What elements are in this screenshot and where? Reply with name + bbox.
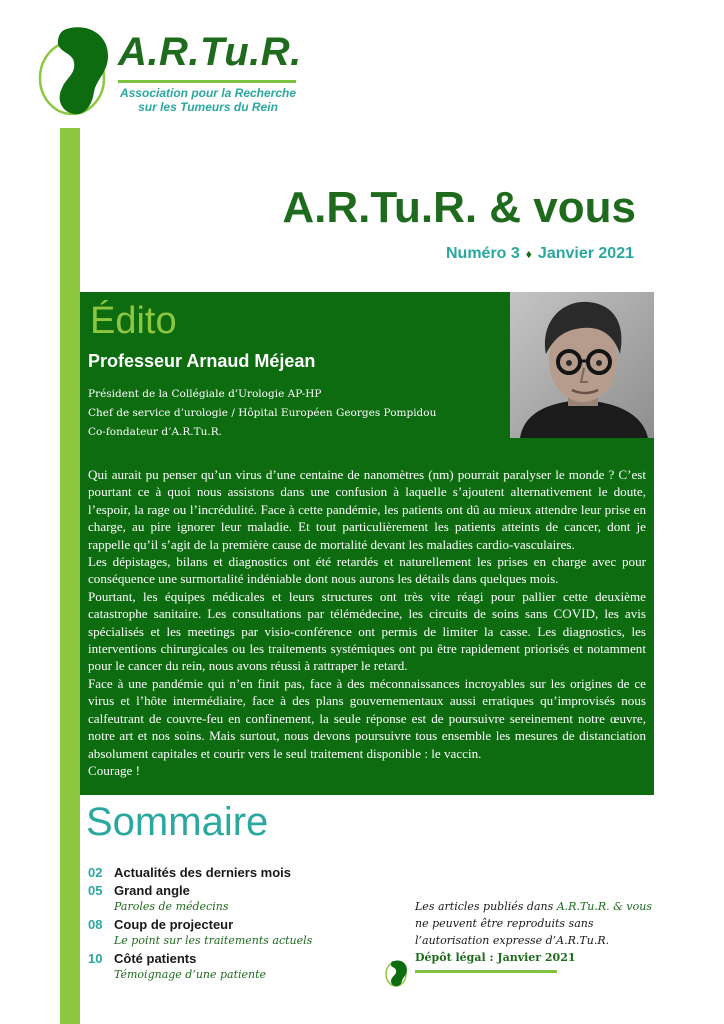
author-role: Président de la Collégiale d’Urologie AP-HP [88, 388, 322, 400]
toc-subtitle: Témoignage d’une patiente [114, 968, 267, 981]
author-role: Co-fondateur d’A.R.Tu.R. [88, 426, 222, 438]
toc-item[interactable] [88, 917, 408, 951]
toc-page-number: 05 [88, 883, 103, 898]
note-publication-name: A.R.Tu.R. & vous [556, 900, 653, 913]
edito-paragraph: Pourtant, les équipes médicales et leurs structures ont très vite réagi pour pallier cette deuxième catastrophe sanitaire. Les consultations par télémédecine, les circuits de soins sans COVID, les avis spécialisés et les meetings par visio-conférence ont permis de limiter la casse. Les diagnostics, les interventions chirurgicales ou les traitements systémiques ont pu être rapidement priorisés et notamment pour le cancer du rein, nous avons réussi à rattraper le retard. [88, 588, 646, 674]
toc-title: Actualités des derniers mois [114, 865, 292, 880]
issue-date: Janvier 2021 [537, 245, 634, 262]
copyright-note [415, 898, 655, 966]
note-underline [415, 970, 557, 973]
note-line: l’autorisation expresse d’A.R.Tu.R. [415, 934, 610, 947]
toc-subtitle: Paroles de médecins [114, 900, 229, 913]
toc-subtitle: Le point sur les traitements actuels [114, 934, 313, 947]
small-kidney-logo-icon [384, 958, 412, 988]
issue-line [446, 245, 634, 263]
edito-body [88, 466, 646, 779]
issue-number: Numéro 3 [446, 245, 520, 262]
author-portrait-image [510, 292, 654, 438]
author-role: Chef de service d’urologie / Hôpital Européen Georges Pompidou [88, 407, 437, 419]
edito-paragraph: Les dépistages, bilans et diagnostics ont été retardés et naturellement les prises en charge avec pour conséquence une surmortalité indéniable dont nous aurons les détails dans quelques mois. [88, 554, 646, 587]
toc-page-number: 10 [88, 951, 103, 966]
logo-wordmark: A.R.Tu.R. [118, 30, 302, 74]
logo-subtitle-line1: Association pour la Recherche [119, 86, 297, 100]
logo-underline [118, 80, 296, 83]
toc-page-number: 08 [88, 917, 103, 932]
toc-title: Grand angle [114, 883, 190, 898]
toc-item[interactable] [88, 883, 408, 917]
toc-title: Côté patients [114, 951, 197, 966]
toc-page-number: 02 [88, 865, 103, 880]
left-accent-bar [60, 128, 80, 1024]
legal-deposit: Dépôt légal : Janvier 2021 [415, 951, 576, 964]
toc-item[interactable] [88, 951, 408, 985]
note-line: ne peuvent être reproduits sans [415, 917, 594, 930]
author-roles [88, 385, 436, 442]
edito-heading: Édito [90, 300, 177, 342]
note-text: Les articles publiés dans [415, 900, 557, 913]
table-of-contents [88, 865, 408, 985]
edito-paragraph: Courage ! [88, 762, 140, 778]
note-line [415, 898, 655, 915]
logo-subtitle-line2: sur les Tumeurs du Rein [138, 100, 278, 114]
toc-item[interactable] [88, 865, 408, 883]
diamond-separator-icon: ♦ [525, 247, 532, 261]
newsletter-title: A.R.Tu.R. & vous [282, 183, 636, 232]
author-name: Professeur Arnaud Méjean [88, 351, 316, 371]
edito-paragraph: Qui aurait pu penser qu’un virus d’une centaine de nanomètres (nm) pourrait paralyser le monde ? C’est pourtant ce à quoi nous assistons dans une confusion à laquelle s’ajoutent alternativement le doute, l’espoir, la rage ou l’incrédulité. Face à cette pandémie, les patients ont dû au mieux attendre leur prise en charge, au pire ignorer leur maladie. Et tout particulièrement les patients atteints de cancer, dont je rappelle qu’il s’agit de la première cause de mortalité devant les maladies cardio-vasculaires. [88, 467, 646, 552]
logo-subtitle [108, 86, 308, 114]
edito-paragraph: Face à une pandémie qui n’en finit pas, face à des méconnaissances incroyables sur les origines de ce virus et l’hôte intermédiaire, face à des plans gouvernementaux aussi erratiques qu’improvisés nous calfeutrant de couvre-feu en confinement, la seule réponse est de poursuivre sereinement notre œuvre, notre art et nos soins. Mais surtout, nous devons poursuivre tous ensemble les mesures de distanciation absolument capitales et courir vers le seul traitement disponible : le vaccin. [88, 675, 646, 761]
toc-title: Coup de projecteur [114, 917, 234, 932]
sommaire-heading: Sommaire [86, 800, 269, 844]
